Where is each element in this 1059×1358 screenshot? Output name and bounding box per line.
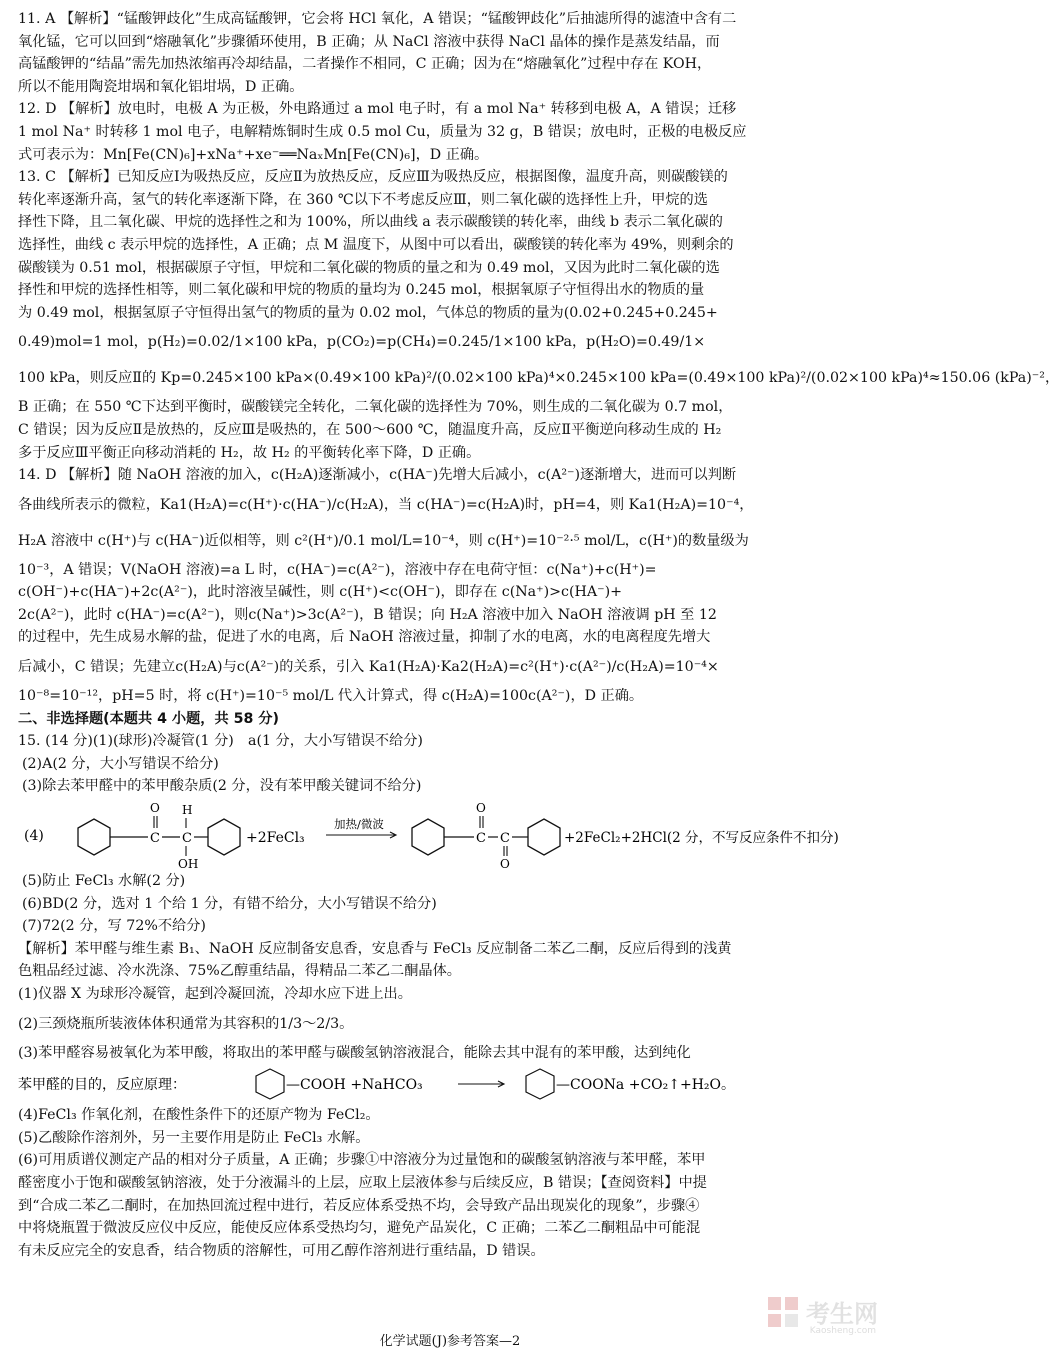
hydroxyl-group: OH: [178, 857, 199, 872]
line-14a: 14. D 【解析】随 NaOH 溶液的加入，c(H₂A)逐渐减小，c(HA⁻)先增大后减小，c(A²⁻)逐渐增大，进而可以判断: [18, 467, 737, 484]
products-text: +2FeCl₂+2HCl(2 分，不写反应条件不扣分): [564, 830, 839, 847]
line-14f: 2c(A²⁻)，此时 c(HA⁻)=c(A²⁻)，则c(Na⁺)>3c(A²⁻)，B 错误；向 H₂A 溶液中加入 NaOH 溶液调 pH 至 12: [18, 606, 717, 623]
reaction-condition: 加热/微波: [334, 817, 384, 832]
oxygen-atom: O: [150, 801, 160, 816]
line-analysis-6e: 有未反应完全的安息香，结合物质的溶解性，可用乙醇作溶剂进行重结晶，D 错误。: [18, 1242, 545, 1259]
line-13i: 100 kPa，则反应Ⅱ的 Kp=0.245×100 kPa×(0.49×100 kPa)²/(0.02×100 kPa)⁴×0.245×100 kPa=(0.49×100 kPa)²/(0.02×100 kPa)⁴≈150.06 (kPa)⁻²，: [18, 370, 1059, 387]
benzoin-oxidation-scheme: [18, 798, 882, 870]
eq3-prefix: 苯甲醛的目的，反应原理：: [18, 1077, 186, 1094]
line-analysis-4: (4)FeCl₃ 作氧化剂，在酸性条件下的还原产物为 FeCl₂。: [18, 1107, 380, 1124]
reaction-equation-3: [18, 1064, 882, 1104]
page-footer: 化学试题(J)参考答案—2: [379, 1334, 521, 1349]
line-analysis-3: (3)苯甲醛容易被氧化为苯甲酸，将取出的苯甲醛与碳酸氢钠溶液混合，能除去其中混有的苯甲酸，达到纯化: [18, 1044, 691, 1061]
line-14i: 10⁻⁸=10⁻¹²，pH=5 时，将 c(H⁺)=10⁻⁵ mol/L 代入计算式，得 c(H₂A)=100c(A²⁻)，D 正确。: [18, 688, 644, 705]
line-12b: 1 mol Na⁺ 时转移 1 mol 电子，电解精炼铜时生成 0.5 mol Cu，质量为 32 g，B 错误；放电时，正极的电极反应: [18, 123, 747, 140]
hydrogen-atom: H: [182, 803, 193, 818]
line-analysis-2: (2)三颈烧瓶所装液体体积通常为其容积的1/3～2/3。: [18, 1015, 354, 1032]
line-13g: 为 0.49 mol，根据氢原子守恒得出氢气的物质的量为 0.02 mol，气体总的物质的量为(0.02+0.245+0.245+: [18, 304, 718, 321]
acid-bicarbonate-scheme: [18, 1064, 882, 1104]
line-analysis-6a: (6)可用质谱仪测定产品的相对分子质量，A 正确；步骤①中溶液分为过量饱和的碳酸氢钠溶液与苯甲醛，苯甲: [18, 1152, 706, 1169]
watermark: [766, 1294, 878, 1329]
line-12c: 式可表示为：Mn[Fe(CN)₆]+xNa⁺+xe⁻══NaₓMn[Fe(CN)₆]，D 正确。: [18, 146, 489, 163]
oxygen-atom: O: [500, 857, 510, 872]
line-13b: 转化率逐渐升高，氢气的转化率逐渐下降，在 360 ℃以下不考虑反应Ⅲ，则二氧化碳的选择性上升，甲烷的选: [18, 191, 708, 208]
line-analysis-b: 色粗品经过滤、冷水洗涤、75%乙醇重结晶，得精品二苯乙二酮晶体。: [18, 963, 461, 980]
watermark-logo-icon: [766, 1295, 800, 1329]
line-13c: 择性下降，且二氧化碳、甲烷的选择性之和为 100%，所以曲线 a 表示碳酸镁的转化率，曲线 b 表示二氧化碳的: [18, 214, 723, 231]
eq3-right: —COONa +CO₂↑+H₂O。: [556, 1077, 736, 1094]
line-11a: 11. A 【解析】“锰酸钾歧化”生成高锰酸钾，它会将 HCl 氧化，A 错误；“锰酸钾歧化”后抽滤所得的滤渣中含有二: [18, 11, 737, 27]
line-11c: 高锰酸钾的“结晶”需先加热浓缩再冷却结晶，二者操作不相同，C 正确；因为在“熔融氧化”过程中存在 KOH，: [18, 56, 712, 73]
reaction-equation-4: [18, 798, 882, 870]
benzene-ring-icon: [256, 1069, 284, 1099]
line-14e: c(OH⁻)+c(HA⁻)+2c(A²⁻)，此时溶液呈碱性，则 c(H⁺)<c(OH⁻)，即存在 c(Na⁺)>c(HA⁻)+: [18, 584, 623, 601]
benzene-ring-icon: [78, 819, 110, 855]
watermark-name: 考生网: [806, 1300, 878, 1328]
line-14g: 的过程中，先生成易水解的盐，促进了水的电离，后 NaOH 溶液过量，抑制了水的电离，水的电离程度先增大: [18, 629, 711, 646]
line-analysis-6b: 醛密度小于饱和碳酸氢钠溶液，处于分液漏斗的上层，应取上层液体参与后续反应，B 错误；【查阅资料】中提: [18, 1174, 707, 1191]
reagent-fecl3: +2FeCl₃: [246, 830, 305, 847]
line-11d: 所以不能用陶瓷坩埚和氧化铝坩埚，D 正确。: [18, 78, 304, 95]
oxygen-atom: O: [476, 801, 486, 816]
benzene-ring-icon: [208, 819, 240, 855]
benzene-ring-icon: [526, 1069, 554, 1099]
eq3-left: —COOH +NaHCO₃: [286, 1077, 423, 1094]
line-14h: 后减小，C 错误；先建立c(H₂A)与c(A²⁻)的关系，引入 Ka1(H₂A)·Ka2(H₂A)=c²(H⁺)·c(A²⁻)/c(H₂A)=10⁻⁴×: [18, 659, 719, 676]
watermark-url: Kaosheng.com: [809, 1326, 876, 1336]
line-11b: 氧化锰，它可以回到“熔融氧化”步骤循环使用，B 正确；从 NaCl 溶液中获得 NaCl 晶体的操作是蒸发结晶，而: [18, 33, 720, 50]
line-15-6: (6)BD(2 分，选对 1 个给 1 分，有错不给分，大小写错误不给分): [22, 895, 437, 912]
line-13f: 择性和甲烷的选择性相等，则二氧化碳和甲烷的物质的量均为 0.245 mol，根据氧原子守恒得出水的物质的量: [18, 282, 705, 299]
line-13d: 选择性，曲线 c 表示甲烷的选择性，A 正确；点 M 温度下，从图中可以看出，碳酸镁的转化率为 49%，则剩余的: [18, 236, 734, 253]
line-15c: (3)除去苯甲醛中的苯甲酸杂质(2 分，没有苯甲酸关键词不给分): [22, 778, 422, 795]
line-15b: (2)A(2 分，大小写错误不给分): [22, 755, 219, 772]
line-12a: 12. D 【解析】放电时，电极 A 为正极，外电路通过 a mol 电子时，有 a mol Na⁺ 转移到电极 A，A 错误；迁移: [18, 101, 737, 118]
line-analysis-6c: 到“合成二苯乙二酮时，在加热回流过程中进行，若反应体系受热不均，会导致产品出现炭化的现象”，步骤④: [18, 1197, 700, 1214]
carbonyl-carbon: C: [150, 831, 160, 847]
line-15-5: (5)防止 FeCl₃ 水解(2 分): [22, 873, 186, 890]
line-15-7: (7)72(2 分，写 72%不给分): [22, 918, 206, 935]
carbonyl-carbon: C: [476, 831, 486, 847]
line-14b: 各曲线所表示的微粒，Ka1(H₂A)=c(H⁺)·c(HA⁻)/c(H₂A)，当 c(HA⁻)=c(H₂A)时，pH=4，则 Ka1(H₂A)=10⁻⁴，: [18, 496, 754, 513]
benzene-ring-icon: [412, 819, 444, 855]
line-13h: 0.49)mol=1 mol，p(H₂)=0.02/1×100 kPa，p(CO₂)=p(CH₄)=0.245/1×100 kPa，p(H₂O)=0.49/1×: [18, 334, 706, 351]
line-analysis-5: (5)乙酸除作溶剂外，另一主要作用是防止 FeCl₃ 水解。: [18, 1129, 370, 1146]
line-13e: 碳酸镁为 0.51 mol，根据碳原子守恒，甲烷和二氧化碳的物质的量之和为 0.49 mol，又因为此时二氧化碳的选: [18, 259, 720, 276]
line-13j: B 正确；在 550 ℃下达到平衡时，碳酸镁完全转化，二氧化碳的选择性为 70%，则生成的二氧化碳为 0.7 mol，: [18, 399, 733, 416]
line-analysis-1: (1)仪器 X 为球形冷凝管，起到冷凝回流，冷却水应下进上出。: [18, 986, 412, 1002]
line-13k: C 错误；因为反应Ⅱ是放热的，反应Ⅲ是吸热的，在 500～600 ℃，随温度升高，反应Ⅱ平衡逆向移动生成的 H₂: [18, 421, 722, 438]
eq-label: (4): [24, 828, 44, 845]
carbinol-carbon: C: [182, 831, 192, 847]
line-14c: H₂A 溶液中 c(H⁺)与 c(HA⁻)近似相等，则 c²(H⁺)/0.1 mol/L=10⁻⁴，则 c(H⁺)=10⁻²·⁵ mol/L，c(H⁺)的数量级为: [18, 532, 749, 549]
line-analysis-a: 【解析】苯甲醛与维生素 B₁、NaOH 反应制备安息香，安息香与 FeCl₃ 反应制备二苯乙二酮，反应后得到的浅黄: [18, 940, 732, 957]
line-analysis-6d: 中将烧瓶置于微波反应仪中反应，能使反应体系受热均匀，避免产品炭化，C 正确；二苯乙二酮粗品中可能混: [18, 1220, 701, 1237]
line-14d: 10⁻³，A 错误；V(NaOH 溶液)=a L 时，c(HA⁻)=c(A²⁻)，溶液中存在电荷守恒：c(Na⁺)+c(H⁺)=: [18, 561, 657, 578]
line-13a: 13. C 【解析】已知反应Ⅰ为吸热反应，反应Ⅱ为放热反应，反应Ⅲ为吸热反应，根据图像，温度升高，则碳酸镁的: [18, 169, 728, 186]
carbonyl-carbon: C: [500, 831, 510, 847]
benzene-ring-icon: [528, 819, 560, 855]
line-15a: 15. (14 分)(1)(球形)冷凝管(1 分) a(1 分，大小写错误不给分): [18, 733, 423, 750]
section-heading: 二、非选择题(本题共 4 小题，共 58 分): [18, 710, 279, 727]
line-13l: 多于反应Ⅲ平衡正向移动消耗的 H₂，故 H₂ 的平衡转化率下降，D 正确。: [18, 444, 481, 461]
